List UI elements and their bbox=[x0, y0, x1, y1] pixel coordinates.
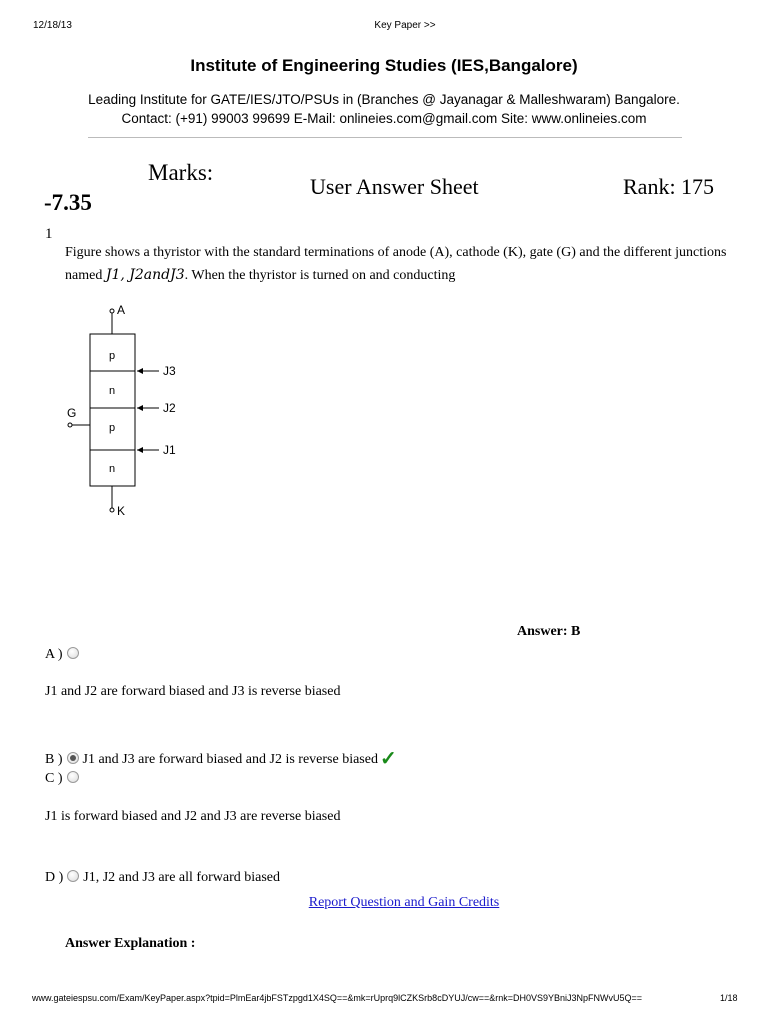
rank: Rank: 175 bbox=[623, 174, 715, 199]
question-math: J1, J2andJ3 bbox=[105, 267, 185, 283]
question-text bbox=[65, 242, 735, 287]
gate-terminal bbox=[68, 423, 72, 427]
marks-value: -7.35 bbox=[44, 190, 92, 215]
footer-url: www.gateiespsu.com/Exam/KeyPaper.aspx?tpid=PlmEar4jbFSTzpgd1X4SQ==&mk=rUprq9lCZKSrb8cDYUJ/cw==&rnk=DH0VS9YBniJ3NpFNWvU5Q== bbox=[32, 993, 643, 1003]
question-text-part2: . When the thyristor is turned on and conducting bbox=[184, 268, 456, 283]
anode-terminal bbox=[110, 309, 114, 313]
option-a-radio[interactable] bbox=[67, 647, 79, 659]
header-divider bbox=[88, 137, 682, 138]
report-question-link[interactable]: Report Question and Gain Credits bbox=[308, 895, 500, 910]
print-date: 12/18/13 bbox=[33, 20, 72, 31]
layer-2-label: n bbox=[109, 385, 116, 397]
option-a-text: J1 and J2 are forward biased and J3 is reverse biased bbox=[45, 684, 341, 699]
option-b-radio[interactable] bbox=[67, 752, 79, 764]
option-d-row bbox=[45, 870, 280, 886]
thyristor-figure bbox=[60, 298, 200, 520]
institute-tagline: Leading Institute for GATE/IES/JTO/PSUs in (Branches @ Jayanagar & Malleshwaram) Bangalore. bbox=[88, 92, 680, 107]
question-number: 1 bbox=[45, 226, 53, 242]
institute-contact: Contact: (+91) 99003 99699 E-Mail: onlineies.com@gmail.com Site: www.onlineies.com bbox=[121, 111, 647, 126]
option-c-label: C ) bbox=[45, 771, 63, 786]
anode-label: A bbox=[117, 303, 126, 317]
cathode-label: K bbox=[117, 504, 126, 518]
j2-arrow-head bbox=[137, 405, 143, 411]
j2-label: J2 bbox=[163, 401, 176, 415]
answer-explanation-heading: Answer Explanation : bbox=[65, 936, 196, 951]
sheet-title: User Answer Sheet bbox=[310, 174, 479, 199]
check-mark-icon: ✓ bbox=[379, 748, 397, 770]
layer-3-label: p bbox=[109, 422, 116, 434]
j1-label: J1 bbox=[163, 443, 176, 457]
option-d-text: J1, J2 and J3 are all forward biased bbox=[83, 870, 280, 885]
option-b-label: B ) bbox=[45, 752, 63, 767]
option-a-label: A ) bbox=[45, 647, 63, 662]
layer-4-label: n bbox=[109, 463, 116, 475]
option-b-text: J1 and J3 are forward biased and J2 is reverse biased bbox=[82, 752, 378, 767]
j3-arrow-head bbox=[137, 368, 143, 374]
gate-label: G bbox=[67, 406, 77, 420]
option-c-row bbox=[45, 771, 83, 787]
option-d-radio[interactable] bbox=[67, 870, 79, 882]
print-page-title: Key Paper >> bbox=[374, 20, 436, 31]
marks-label: Marks: bbox=[148, 160, 214, 185]
option-d-label: D ) bbox=[45, 870, 64, 885]
option-c-text: J1 is forward biased and J2 and J3 are reverse biased bbox=[45, 809, 341, 824]
footer-page-number: 1/18 bbox=[720, 993, 738, 1003]
option-a-row bbox=[45, 647, 83, 663]
j1-arrow-head bbox=[137, 447, 143, 453]
j3-label: J3 bbox=[163, 364, 176, 378]
cathode-terminal bbox=[110, 508, 114, 512]
option-c-radio[interactable] bbox=[67, 771, 79, 783]
correct-answer: Answer: B bbox=[517, 624, 581, 639]
institute-title: Institute of Engineering Studies (IES,Bangalore) bbox=[190, 56, 578, 75]
question-text-part1: Figure shows a thyristor with the standard terminations of anode (A), cathode (K), gate (G) and the different junctions named bbox=[65, 245, 727, 283]
option-b-row bbox=[45, 746, 397, 771]
layer-1-label: p bbox=[109, 350, 116, 362]
